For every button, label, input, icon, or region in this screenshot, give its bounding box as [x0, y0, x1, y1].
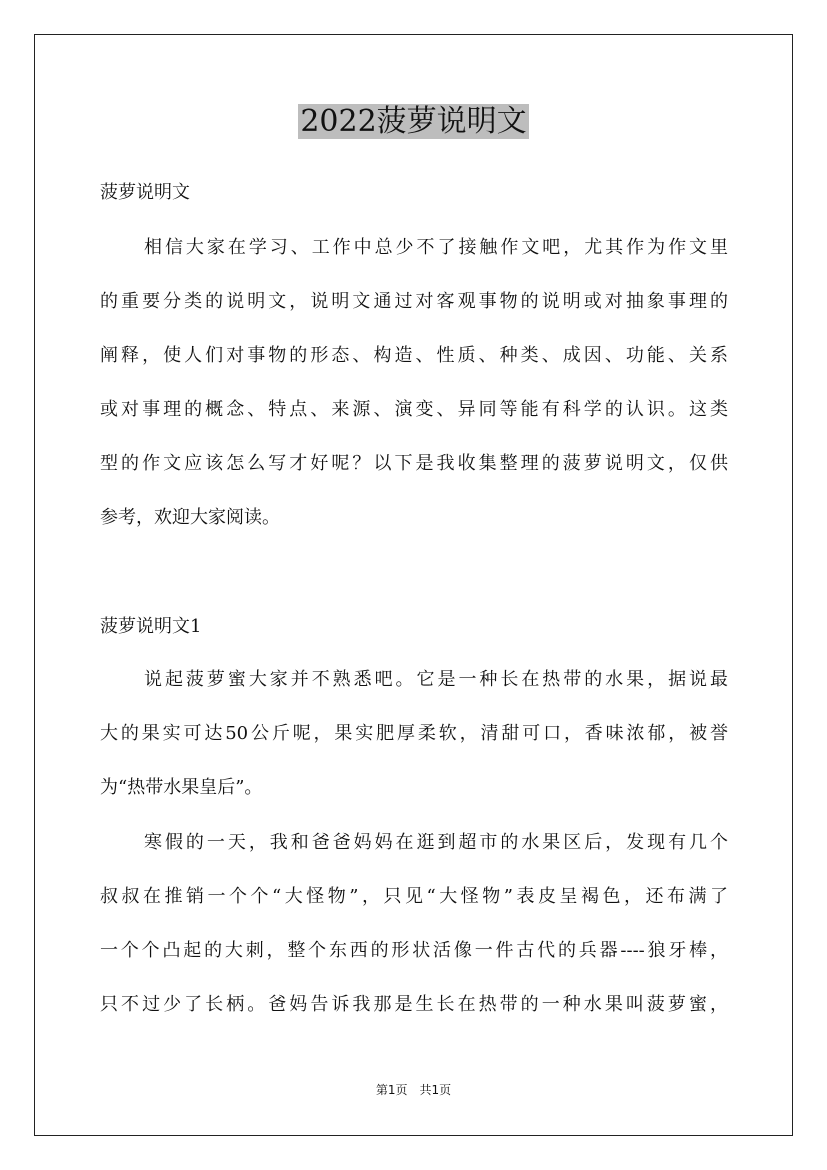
paragraph-line: 叔叔在推销一个个“大怪物”，只见“大怪物”表皮呈褐色，还布满了 — [100, 886, 728, 907]
intro-heading: 菠萝说明文 — [100, 182, 190, 203]
document-title-text: 2022菠萝说明文 — [300, 104, 527, 139]
section1-heading: 菠萝说明文1 — [100, 616, 202, 637]
paragraph-line: 阐释，使人们对事物的形态、构造、性质、种类、成因、功能、关系 — [100, 345, 728, 366]
paragraph-line: 相信大家在学习、工作中总少不了接触作文吧，尤其作为作文里 — [144, 237, 728, 258]
paragraph-line: 大的果实可达50公斤呢，果实肥厚柔软，清甜可口，香味浓郁，被誉 — [100, 723, 728, 744]
paragraph-line: 说起菠萝蜜大家并不熟悉吧。它是一种长在热带的水果，据说最 — [144, 669, 728, 690]
paragraph-line: 的重要分类的说明文，说明文通过对客观事物的说明或对抽象事理的 — [100, 291, 728, 312]
paragraph-line: 寒假的一天，我和爸爸妈妈在逛到超市的水果区后，发现有几个 — [144, 832, 728, 853]
paragraph-line: 或对事理的概念、特点、来源、演变、异同等能有科学的认识。这类 — [100, 399, 728, 420]
document-title — [0, 102, 827, 142]
section1-paragraph-2 — [100, 831, 728, 1047]
page-footer: 第1页 共1页 — [375, 1083, 452, 1097]
intro-paragraph — [100, 236, 728, 560]
paragraph-line: 型的作文应该怎么写才好呢？以下是我收集整理的菠萝说明文，仅供 — [100, 453, 728, 474]
paragraph-line: 只不过少了长柄。爸妈告诉我那是生长在热带的一种水果叫菠萝蜜， — [100, 994, 728, 1015]
paragraph-line: 一个个凸起的大刺，整个东西的形状活像一件古代的兵器----狼牙棒， — [100, 940, 728, 961]
section1-paragraph-1 — [100, 668, 728, 830]
paragraph-line: 参考，欢迎大家阅读。 — [100, 507, 280, 528]
paragraph-line: 为“热带水果皇后”。 — [100, 777, 263, 798]
